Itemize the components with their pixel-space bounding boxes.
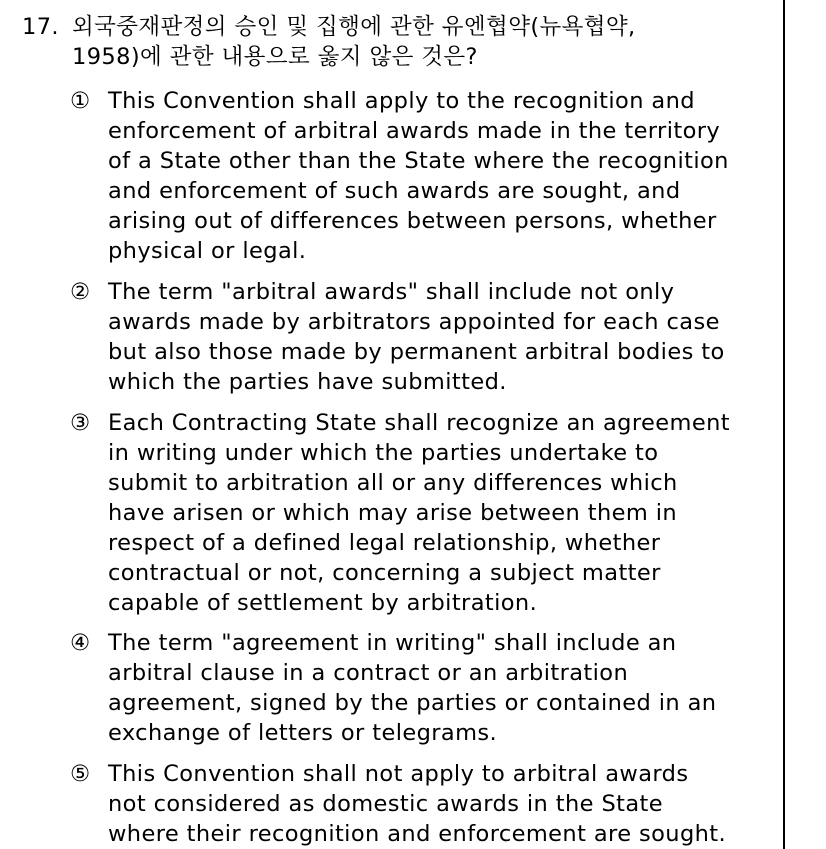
option-line: physical or legal. bbox=[108, 238, 307, 264]
option-line: Each Contracting State shall recognize an agreement bbox=[108, 410, 730, 436]
option-3-marker: ③ bbox=[70, 410, 91, 436]
option-line: This Convention shall not apply to arbitral awards bbox=[108, 761, 689, 787]
option-line: contractual or not, concerning a subject matter bbox=[108, 560, 661, 586]
option-4-marker: ④ bbox=[70, 630, 91, 656]
option-line: This Convention shall apply to the recognition and bbox=[108, 88, 695, 114]
page-right-border bbox=[783, 0, 785, 849]
question-line: 1958)에 관한 내용으로 옳지 않은 것은? bbox=[72, 44, 478, 70]
option-line: agreement, signed by the parties or contained in an bbox=[108, 690, 717, 716]
option-3-text bbox=[108, 408, 775, 618]
option-line: respect of a defined legal relationship, whether bbox=[108, 530, 661, 556]
option-line: exchange of letters or telegrams. bbox=[108, 720, 498, 746]
option-line: and enforcement of such awards are sought, and bbox=[108, 178, 681, 204]
option-line: awards made by arbitrators appointed for each case bbox=[108, 309, 720, 335]
option-line: where their recognition and enforcement are sought. bbox=[108, 821, 727, 847]
question-number: 17. bbox=[22, 14, 59, 40]
option-line: The term "arbitral awards" shall include not only bbox=[108, 279, 675, 305]
option-line: which the parties have submitted. bbox=[108, 369, 507, 395]
option-line: but also those made by permanent arbitral bodies to bbox=[108, 339, 725, 365]
question-stem bbox=[22, 12, 772, 72]
option-5-text bbox=[108, 759, 775, 849]
question-line: 외국중재판정의 승인 및 집행에 관한 유엔협약(뉴욕협약, bbox=[72, 14, 636, 40]
question-text bbox=[72, 12, 772, 72]
option-2-text bbox=[108, 277, 775, 397]
option-line: capable of settlement by arbitration. bbox=[108, 590, 538, 616]
option-2-marker: ② bbox=[70, 279, 91, 305]
option-line: not considered as domestic awards in the State bbox=[108, 791, 664, 817]
option-4[interactable] bbox=[70, 628, 775, 748]
option-4-text bbox=[108, 628, 775, 748]
option-5-marker: ⑤ bbox=[70, 761, 91, 787]
option-1-text bbox=[108, 86, 775, 266]
option-3[interactable] bbox=[70, 408, 775, 618]
option-line: The term "agreement in writing" shall include an bbox=[108, 630, 677, 656]
option-line: enforcement of arbitral awards made in the territory bbox=[108, 118, 721, 144]
option-5[interactable] bbox=[70, 759, 775, 849]
option-line: arbitral clause in a contract or an arbitration bbox=[108, 660, 629, 686]
option-line: in writing under which the parties undertake to bbox=[108, 440, 659, 466]
option-line: submit to arbitration all or any differences which bbox=[108, 470, 678, 496]
option-line: arising out of differences between persons, whether bbox=[108, 208, 717, 234]
option-line: have arisen or which may arise between them in bbox=[108, 500, 678, 526]
option-line: of a State other than the State where the recognition bbox=[108, 148, 729, 174]
option-1[interactable] bbox=[70, 86, 775, 266]
option-2[interactable] bbox=[70, 277, 775, 397]
option-1-marker: ① bbox=[70, 88, 91, 114]
